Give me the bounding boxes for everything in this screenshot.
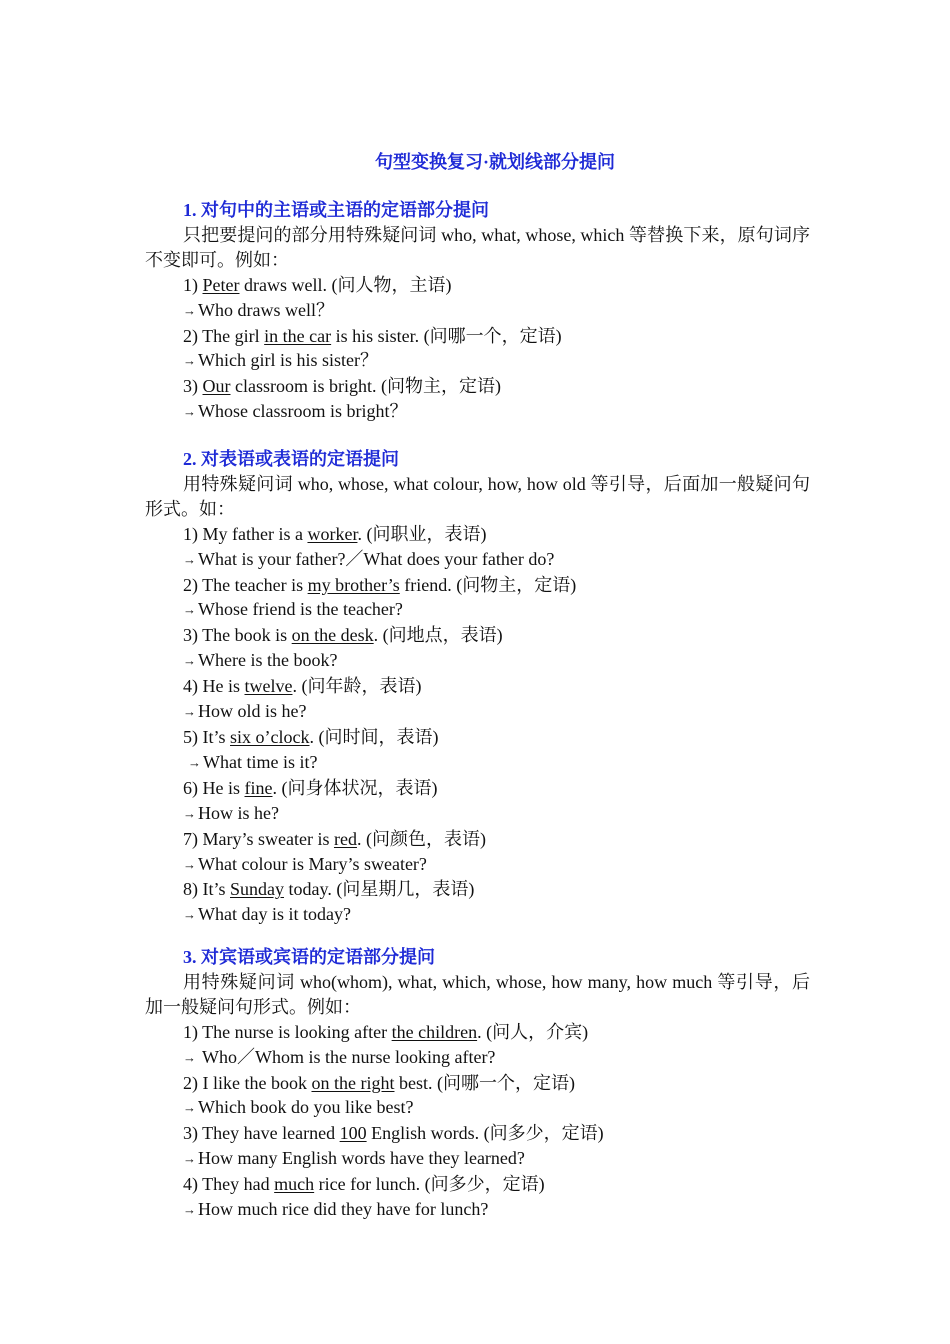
example-question: 2) I like the book on the right best. (问哪一个，定语)	[183, 1072, 575, 1093]
section-intro: 用特殊疑问词 who, whose, what colour, how, how old 等引导，后面加一般疑问句形式。如：	[145, 473, 810, 519]
underlined-part: Our	[202, 376, 231, 397]
right-arrow-icon: →	[183, 1151, 196, 1167]
underlined-part: six o’clock	[230, 726, 310, 747]
example-question: 5) It’s six o’clock. (问时间，表语)	[183, 726, 439, 747]
right-arrow-icon: →	[183, 551, 196, 567]
example-question: 3) The book is on the desk. (问地点，表语)	[183, 625, 503, 646]
right-arrow-icon: →	[183, 602, 196, 618]
right-arrow-icon: →	[183, 805, 196, 821]
underlined-part: on the desk	[291, 625, 374, 646]
example-answer: → How old is he?	[145, 699, 810, 725]
underlined-part: the children	[391, 1021, 478, 1042]
example-question: 2) The girl in the car is his sister. (问哪一个，定语)	[183, 325, 562, 346]
right-arrow-icon: →	[183, 1202, 196, 1218]
underlined-part: 100	[339, 1123, 367, 1144]
underlined-part: Sunday	[230, 879, 284, 900]
example-answer: → Where is the book?	[145, 648, 810, 674]
example-answer: → How much rice did they have for lunch?	[145, 1197, 810, 1223]
section-object	[145, 945, 810, 1223]
example-answer: → Which book do you like best?	[145, 1095, 810, 1121]
example-question: 1) Peter draws well. (问人物，主语)	[183, 274, 452, 295]
example-answer: → Who／Whom is the nurse looking after?	[145, 1045, 810, 1071]
example-answer: → Which girl is his sister？	[145, 348, 810, 374]
example-question: 4) They had much rice for lunch. (问多少，定语)	[183, 1174, 545, 1195]
example-question: 3) They have learned 100 English words. (问多少，定语)	[183, 1123, 604, 1144]
underlined-part: my brother’s	[307, 574, 400, 595]
section-intro: 用特殊疑问词 who(whom), what, which, whose, how many, how much 等引导，后加一般疑问句形式。例如：	[145, 971, 810, 1017]
example-answer: → What is your father?／What does your father do?	[145, 547, 810, 573]
right-arrow-icon: →	[183, 353, 196, 369]
right-arrow-icon: →	[183, 856, 196, 872]
example-answer: → How is he?	[145, 801, 810, 827]
right-arrow-icon: →	[188, 754, 201, 770]
example-question: 3) Our classroom is bright. (问物主，定语)	[183, 376, 501, 397]
document-title: 句型变换复习·就划线部分提问	[374, 152, 615, 172]
section-predicative	[145, 447, 810, 928]
example-answer: → What time is it?	[145, 750, 810, 776]
example-answer: → Whose friend is the teacher?	[145, 597, 810, 623]
underlined-part: in the car	[264, 325, 332, 346]
example-answer: → How many English words have they learned?	[145, 1146, 810, 1172]
underlined-part: on the right	[311, 1072, 395, 1093]
example-answer: → Whose classroom is bright？	[145, 399, 810, 425]
underlined-part: worker	[307, 523, 358, 544]
example-question: 2) The teacher is my brother’s friend. (问物主，定语)	[183, 574, 577, 595]
right-arrow-icon: →	[183, 907, 196, 923]
section-heading: 1. 对句中的主语或主语的定语部分提问	[183, 200, 489, 220]
example-answer: → What day is it today?	[145, 902, 810, 928]
underlined-part: much	[274, 1174, 315, 1195]
section-subject	[145, 198, 810, 425]
example-question: 1) The nurse is looking after the children. (问人，介宾)	[183, 1021, 589, 1042]
section-intro: 只把要提问的部分用特殊疑问词 who, what, whose, which 等替换下来，原句词序不变即可。例如：	[145, 224, 810, 270]
underlined-part: Peter	[202, 274, 240, 295]
example-question: 8) It’s Sunday today. (问星期几，表语)	[183, 879, 475, 900]
underlined-part: twelve	[244, 676, 293, 697]
example-answer: → What colour is Mary’s sweater?	[145, 852, 810, 878]
section-heading: 3. 对宾语或宾语的定语部分提问	[183, 947, 435, 967]
right-arrow-icon: →	[183, 653, 196, 669]
right-arrow-icon: →	[183, 404, 196, 420]
right-arrow-icon: →	[183, 704, 196, 720]
underlined-part: fine	[244, 777, 273, 798]
underlined-part: red	[333, 828, 357, 849]
example-question: 1) My father is a worker. (问职业，表语)	[183, 523, 487, 544]
example-answer: → Who draws well？	[145, 298, 810, 324]
right-arrow-icon: →	[183, 302, 196, 318]
example-question: 4) He is twelve. (问年龄，表语)	[183, 676, 422, 697]
right-arrow-icon: →	[183, 1100, 196, 1116]
example-question: 6) He is fine. (问身体状况，表语)	[183, 777, 438, 798]
example-question: 7) Mary’s sweater is red. (问颜色，表语)	[183, 828, 486, 849]
right-arrow-icon: →	[183, 1049, 196, 1065]
section-heading: 2. 对表语或表语的定语提问	[183, 449, 399, 469]
